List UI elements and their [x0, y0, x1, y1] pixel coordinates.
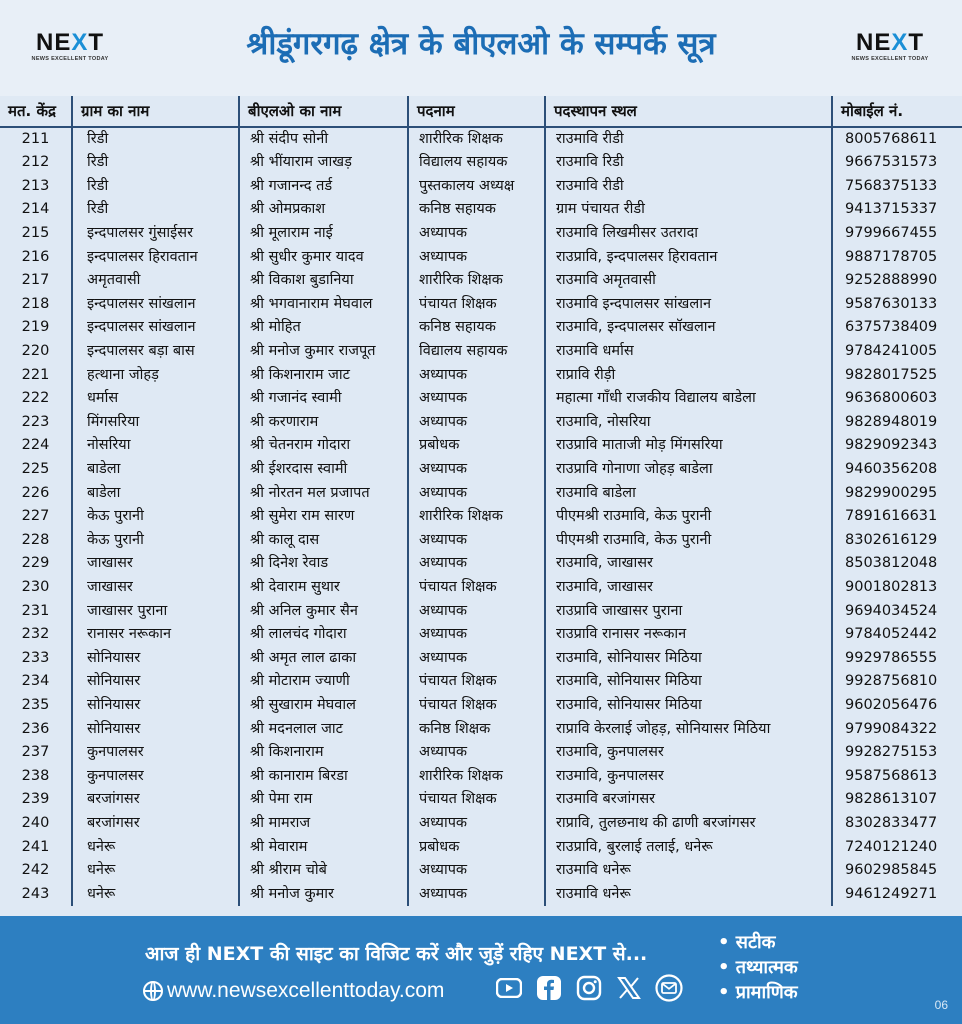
mobile-number-cell: 8005768611	[845, 131, 938, 147]
designation-cell: अध्यापक	[408, 481, 545, 505]
village-name-cell: धनेरू	[72, 835, 239, 859]
designation-cell: अध्यापक	[408, 363, 545, 387]
designation-cell: शारीरिक शिक्षक	[408, 127, 545, 151]
table-row	[0, 576, 962, 600]
table-row	[0, 198, 962, 222]
mobile-number-cell: 7568375133	[845, 177, 938, 194]
table-row	[0, 411, 962, 435]
village-name-cell: सोनियासर	[72, 646, 239, 670]
blo-name-cell: श्री मोटाराम ज्याणी	[239, 670, 408, 694]
table-row	[0, 741, 962, 765]
posting-place-cell: राउमावि धनेरू	[545, 882, 832, 906]
blo-name-cell: श्री मोहित	[239, 316, 408, 340]
table-row	[0, 623, 962, 647]
mobile-number-cell: 9828613107	[845, 791, 938, 808]
mobile-number-cell: 9667531573	[845, 154, 938, 171]
designation-cell: पंचायत शिक्षक	[408, 788, 545, 812]
x-icon[interactable]	[615, 974, 643, 1002]
blo-name-cell: श्री श्रीराम चोबे	[239, 859, 408, 883]
posting-place-cell: राउमावि, जाखासर	[545, 576, 832, 600]
footer-cta: आज ही NEXT की साइट का विजिट करें और जुड़ें रहिए NEXT से...	[145, 943, 648, 965]
village-name-cell: सोनियासर	[72, 717, 239, 741]
booth-number-cell: 232	[0, 623, 72, 647]
designation-cell: पंचायत शिक्षक	[408, 694, 545, 718]
mobile-number-cell: 9587630133	[845, 295, 938, 312]
booth-number-cell: 226	[0, 481, 72, 505]
booth-number-cell: 221	[0, 363, 72, 387]
mobile-number-cell: 9413715337	[845, 201, 938, 218]
posting-place-cell: राप्रावि केरलाई जोहड़, सोनियासर मिठिया	[545, 717, 832, 741]
booth-number-cell: 212	[0, 151, 72, 175]
booth-number-cell: 224	[0, 434, 72, 458]
table-row	[0, 859, 962, 883]
blo-name-cell: श्री संदीप सोनी	[239, 127, 408, 151]
globe-icon	[143, 981, 163, 1001]
logo-right	[840, 30, 940, 62]
table-row	[0, 835, 962, 859]
posting-place-cell: राउमावि, सोनियासर मिठिया	[545, 670, 832, 694]
mobile-number-cell: 9460356208	[845, 461, 938, 478]
designation-cell: कनिष्ठ सहायक	[408, 198, 545, 222]
blo-name-cell: श्री किशनाराम	[239, 741, 408, 765]
mobile-number-cell: 9602985845	[845, 862, 938, 879]
posting-place-cell: राउमावि रीडी	[545, 127, 832, 151]
table-row	[0, 340, 962, 364]
table-row	[0, 552, 962, 576]
booth-number-cell: 215	[0, 222, 72, 246]
youtube-icon[interactable]	[495, 974, 523, 1002]
logo-wordmark: NEXT	[855, 29, 925, 56]
blo-name-cell: श्री मदनलाल जाट	[239, 717, 408, 741]
table-row	[0, 670, 962, 694]
village-name-cell: जाखासर पुराना	[72, 599, 239, 623]
posting-place-cell: राप्रावि रीड़ी	[545, 363, 832, 387]
village-name-cell: सोनियासर	[72, 694, 239, 718]
mobile-number-cell: 9799667455	[845, 225, 938, 242]
blo-name-cell: श्री सुखाराम मेघवाल	[239, 694, 408, 718]
posting-place-cell: राउमावि लिखमीसर उतरादा	[545, 222, 832, 246]
table-row	[0, 717, 962, 741]
village-name-cell: केऊ पुरानी	[72, 505, 239, 529]
mobile-number-cell: 9461249271	[845, 885, 938, 902]
blo-name-cell: श्री लालचंद गोदारा	[239, 623, 408, 647]
designation-cell: अध्यापक	[408, 646, 545, 670]
designation-cell: अध्यापक	[408, 812, 545, 836]
village-name-cell: अमृतवासी	[72, 269, 239, 293]
footer	[0, 916, 962, 1024]
booth-number-cell: 222	[0, 387, 72, 411]
village-name-cell: रिडी	[72, 198, 239, 222]
booth-number-cell: 240	[0, 812, 72, 836]
blo-contact-table-wrap	[0, 96, 962, 916]
designation-cell: प्रबोधक	[408, 835, 545, 859]
booth-number-cell: 227	[0, 505, 72, 529]
table-row	[0, 363, 962, 387]
booth-number-cell: 228	[0, 529, 72, 553]
booth-number-cell: 213	[0, 175, 72, 199]
blo-name-cell: श्री चेतनराम गोदारा	[239, 434, 408, 458]
booth-number-cell: 230	[0, 576, 72, 600]
posting-place-cell: राउमावि रीडी	[545, 175, 832, 199]
posting-place-cell: राउमावि, कुनपालसर	[545, 741, 832, 765]
posting-place-cell: राउमावि, नोसरिया	[545, 411, 832, 435]
village-name-cell: जाखासर	[72, 576, 239, 600]
page-title: श्रीडूंगरगढ़ क्षेत्र के बीएलओ के सम्पर्क सूत्र	[246, 26, 716, 62]
posting-place-cell: राउप्रावि, इन्दपालसर हिरावतान	[545, 245, 832, 269]
blo-name-cell: श्री अमृत लाल ढाका	[239, 646, 408, 670]
table-body	[0, 127, 962, 906]
blo-name-cell: श्री भगवानाराम मेघवाल	[239, 293, 408, 317]
posting-place-cell: राउमावि धनेरू	[545, 859, 832, 883]
blo-contact-table	[0, 96, 962, 906]
posting-place-cell: राउप्रावि गोनाणा जोहड़ बाडेला	[545, 458, 832, 482]
posting-place-cell: राउमावि, कुनपालसर	[545, 764, 832, 788]
booth-number-cell: 220	[0, 340, 72, 364]
mobile-number-cell: 9636800603	[845, 390, 938, 407]
designation-cell: अध्यापक	[408, 458, 545, 482]
village-name-cell: धनेरू	[72, 882, 239, 906]
posting-place-cell: राउप्रावि रानासर नरूकान	[545, 623, 832, 647]
mobile-number-cell: 9928756810	[845, 673, 938, 690]
logo-tagline: NEWS EXCELLENT TODAY	[31, 56, 109, 62]
posting-place-cell: राउमावि बरजांगसर	[545, 788, 832, 812]
table-row	[0, 175, 962, 199]
mobile-number-cell: 8302833477	[845, 814, 938, 831]
blo-name-cell: श्री गजानंद स्वामी	[239, 387, 408, 411]
booth-number-cell: 234	[0, 670, 72, 694]
posting-place-cell: पीएमश्री राउमावि, केऊ पुरानी	[545, 529, 832, 553]
booth-number-cell: 243	[0, 882, 72, 906]
designation-cell: शारीरिक शिक्षक	[408, 505, 545, 529]
village-name-cell: जाखासर	[72, 552, 239, 576]
posting-place-cell: राउमावि अमृतवासी	[545, 269, 832, 293]
village-name-cell: बाडेला	[72, 458, 239, 482]
table-row	[0, 529, 962, 553]
booth-number-cell: 236	[0, 717, 72, 741]
designation-cell: अध्यापक	[408, 245, 545, 269]
trait-item: • सटीक	[718, 930, 798, 955]
booth-number-cell: 238	[0, 764, 72, 788]
village-name-cell: केऊ पुरानी	[72, 529, 239, 553]
designation-cell: अध्यापक	[408, 741, 545, 765]
logo-tagline: NEWS EXCELLENT TODAY	[851, 56, 929, 62]
table-row	[0, 764, 962, 788]
blo-name-cell: श्री विकाश बुडानिया	[239, 269, 408, 293]
booth-number-cell: 242	[0, 859, 72, 883]
page-number: 06	[934, 998, 948, 1012]
village-name-cell: धर्मास	[72, 387, 239, 411]
table-row	[0, 434, 962, 458]
blo-name-cell: श्री किशनाराम जाट	[239, 363, 408, 387]
mobile-number-cell: 9694034524	[845, 602, 938, 619]
booth-number-cell: 211	[0, 127, 72, 151]
booth-number-cell: 219	[0, 316, 72, 340]
header	[0, 0, 962, 96]
village-name-cell: मिंगसरिया	[72, 411, 239, 435]
mobile-number-cell: 6375738409	[845, 319, 938, 336]
blo-name-cell: श्री गजानन्द तर्ड	[239, 175, 408, 199]
posting-place-cell: राउमावि, सोनियासर मिठिया	[545, 646, 832, 670]
designation-cell: विद्यालय सहायक	[408, 151, 545, 175]
designation-cell: अध्यापक	[408, 599, 545, 623]
mobile-number-cell: 9829900295	[845, 484, 938, 501]
table-row	[0, 694, 962, 718]
table-header-row	[0, 96, 962, 127]
designation-cell: पंचायत शिक्षक	[408, 293, 545, 317]
designation-cell: अध्यापक	[408, 222, 545, 246]
village-name-cell: हत्थाना जोहड़	[72, 363, 239, 387]
blo-name-cell: श्री देवाराम सुथार	[239, 576, 408, 600]
table-row	[0, 599, 962, 623]
posting-place-cell: राउमावि रिडी	[545, 151, 832, 175]
posting-place-cell: राउमावि, सोनियासर मिठिया	[545, 694, 832, 718]
trait-item: • तथ्यात्मक	[718, 955, 798, 980]
village-name-cell: रिडी	[72, 127, 239, 151]
mail-icon[interactable]	[655, 974, 683, 1002]
designation-cell: पंचायत शिक्षक	[408, 670, 545, 694]
designation-cell: अध्यापक	[408, 387, 545, 411]
column-header-posting-place: पदस्थापन स्थल	[545, 96, 832, 127]
village-name-cell: बरजांगसर	[72, 788, 239, 812]
mobile-number-cell: 9252888990	[845, 272, 938, 289]
logo-wordmark: NEXT	[35, 29, 105, 56]
column-header-booth: मत. केंद्र	[0, 96, 72, 127]
village-name-cell: रिडी	[72, 175, 239, 199]
blo-name-cell: श्री मामराज	[239, 812, 408, 836]
designation-cell: अध्यापक	[408, 552, 545, 576]
village-name-cell: नोसरिया	[72, 434, 239, 458]
mobile-number-cell: 9784052442	[845, 626, 938, 643]
posting-place-cell: राउमावि इन्दपालसर सांखलान	[545, 293, 832, 317]
mobile-number-cell: 9602056476	[845, 696, 938, 713]
designation-cell: अध्यापक	[408, 882, 545, 906]
blo-name-cell: श्री अनिल कुमार सैन	[239, 599, 408, 623]
village-name-cell: कुनपालसर	[72, 741, 239, 765]
logo-left	[20, 30, 120, 62]
table-row	[0, 222, 962, 246]
designation-cell: कनिष्ठ शिक्षक	[408, 717, 545, 741]
booth-number-cell: 218	[0, 293, 72, 317]
posting-place-cell: ग्राम पंचायत रीडी	[545, 198, 832, 222]
posting-place-cell: राप्रावि, तुलछनाथ की ढाणी बरजांगसर	[545, 812, 832, 836]
designation-cell: पुस्तकालय अध्यक्ष	[408, 175, 545, 199]
designation-cell: कनिष्ठ सहायक	[408, 316, 545, 340]
village-name-cell: इन्दपालसर गुंसाईसर	[72, 222, 239, 246]
mobile-number-cell: 9828017525	[845, 366, 938, 383]
column-header-village: ग्राम का नाम	[72, 96, 239, 127]
booth-number-cell: 231	[0, 599, 72, 623]
posting-place-cell: राउमावि धर्मास	[545, 340, 832, 364]
blo-name-cell: श्री भींयाराम जाखड़	[239, 151, 408, 175]
blo-name-cell: श्री मनोज कुमार	[239, 882, 408, 906]
designation-cell: शारीरिक शिक्षक	[408, 269, 545, 293]
table-row	[0, 788, 962, 812]
table-row	[0, 316, 962, 340]
mobile-number-cell: 9828948019	[845, 413, 938, 430]
mobile-number-cell: 9929786555	[845, 649, 938, 666]
booth-number-cell: 235	[0, 694, 72, 718]
village-name-cell: बरजांगसर	[72, 812, 239, 836]
designation-cell: अध्यापक	[408, 529, 545, 553]
booth-number-cell: 229	[0, 552, 72, 576]
village-name-cell: कुनपालसर	[72, 764, 239, 788]
mobile-number-cell: 9887178705	[845, 248, 938, 265]
facebook-icon[interactable]	[535, 974, 563, 1002]
trait-item: • प्रामाणिक	[718, 980, 798, 1005]
booth-number-cell: 237	[0, 741, 72, 765]
table-row	[0, 293, 962, 317]
blo-name-cell: श्री सुमेरा राम सारण	[239, 505, 408, 529]
blo-name-cell: श्री नोरतन मल प्रजापत	[239, 481, 408, 505]
table-row	[0, 151, 962, 175]
blo-name-cell: श्री मनोज कुमार राजपूत	[239, 340, 408, 364]
blo-name-cell: श्री पेमा राम	[239, 788, 408, 812]
designation-cell: अध्यापक	[408, 859, 545, 883]
village-name-cell: इन्दपालसर बड़ा बास	[72, 340, 239, 364]
blo-name-cell: श्री कानाराम बिरडा	[239, 764, 408, 788]
column-header-designation: पदनाम	[408, 96, 545, 127]
posting-place-cell: राउप्रावि माताजी मोड़ मिंगसरिया	[545, 434, 832, 458]
booth-number-cell: 241	[0, 835, 72, 859]
mobile-number-cell: 8503812048	[845, 555, 938, 572]
table-row	[0, 505, 962, 529]
blo-name-cell: श्री मूलाराम नाई	[239, 222, 408, 246]
blo-name-cell: श्री करणाराम	[239, 411, 408, 435]
website-row[interactable]	[143, 976, 444, 1006]
mobile-number-cell: 8302616129	[845, 531, 938, 548]
booth-number-cell: 217	[0, 269, 72, 293]
posting-place-cell: राउप्रावि, बुरलाई तलाई, धनेरू	[545, 835, 832, 859]
village-name-cell: इन्दपालसर सांखलान	[72, 293, 239, 317]
blo-name-cell: श्री मेवाराम	[239, 835, 408, 859]
blo-name-cell: श्री कालू दास	[239, 529, 408, 553]
table-row	[0, 812, 962, 836]
village-name-cell: सोनियासर	[72, 670, 239, 694]
blo-name-cell: श्री दिनेश रेवाड	[239, 552, 408, 576]
designation-cell: शारीरिक शिक्षक	[408, 764, 545, 788]
village-name-cell: इन्दपालसर सांखलान	[72, 316, 239, 340]
mobile-number-cell: 9001802813	[845, 578, 938, 595]
table-row	[0, 646, 962, 670]
posting-place-cell: राउमावि, जाखासर	[545, 552, 832, 576]
social-icons	[495, 974, 683, 1002]
column-header-mobile: मोबाईल नं.	[832, 96, 962, 127]
booth-number-cell: 225	[0, 458, 72, 482]
blo-name-cell: श्री ईशरदास स्वामी	[239, 458, 408, 482]
table-row	[0, 458, 962, 482]
posting-place-cell: राउमावि, इन्दपालसर सॉखलान	[545, 316, 832, 340]
table-row	[0, 387, 962, 411]
posting-place-cell: राउमावि बाडेला	[545, 481, 832, 505]
blo-name-cell: श्री सुधीर कुमार यादव	[239, 245, 408, 269]
posting-place-cell: पीएमश्री राउमावि, केऊ पुरानी	[545, 505, 832, 529]
posting-place-cell: महात्मा गाँधी राजकीय विद्यालय बाडेला	[545, 387, 832, 411]
mobile-number-cell: 9799084322	[845, 720, 938, 737]
website-link[interactable]: www.newsexcellenttoday.com	[167, 979, 445, 1002]
table-row	[0, 127, 962, 151]
booth-number-cell: 216	[0, 245, 72, 269]
posting-place-cell: राउप्रावि जाखासर पुराना	[545, 599, 832, 623]
village-name-cell: रानासर नरूकान	[72, 623, 239, 647]
table-row	[0, 481, 962, 505]
designation-cell: अध्यापक	[408, 623, 545, 647]
mobile-number-cell: 9587568613	[845, 767, 938, 784]
mobile-number-cell: 7891616631	[845, 508, 938, 525]
booth-number-cell: 223	[0, 411, 72, 435]
village-name-cell: बाडेला	[72, 481, 239, 505]
village-name-cell: रिडी	[72, 151, 239, 175]
booth-number-cell: 239	[0, 788, 72, 812]
village-name-cell: धनेरू	[72, 859, 239, 883]
designation-cell: विद्यालय सहायक	[408, 340, 545, 364]
booth-number-cell: 214	[0, 198, 72, 222]
instagram-icon[interactable]	[575, 974, 603, 1002]
blo-name-cell: श्री ओमप्रकाश	[239, 198, 408, 222]
table-row	[0, 882, 962, 906]
booth-number-cell: 233	[0, 646, 72, 670]
designation-cell: प्रबोधक	[408, 434, 545, 458]
trait-list	[718, 930, 798, 1005]
village-name-cell: इन्दपालसर हिरावतान	[72, 245, 239, 269]
table-row	[0, 245, 962, 269]
table-row	[0, 269, 962, 293]
designation-cell: अध्यापक	[408, 411, 545, 435]
mobile-number-cell: 9784241005	[845, 343, 938, 360]
column-header-blo-name: बीएलओ का नाम	[239, 96, 408, 127]
mobile-number-cell: 9928275153	[845, 744, 938, 761]
designation-cell: पंचायत शिक्षक	[408, 576, 545, 600]
mobile-number-cell: 9829092343	[845, 437, 938, 454]
mobile-number-cell: 7240121240	[845, 838, 938, 855]
